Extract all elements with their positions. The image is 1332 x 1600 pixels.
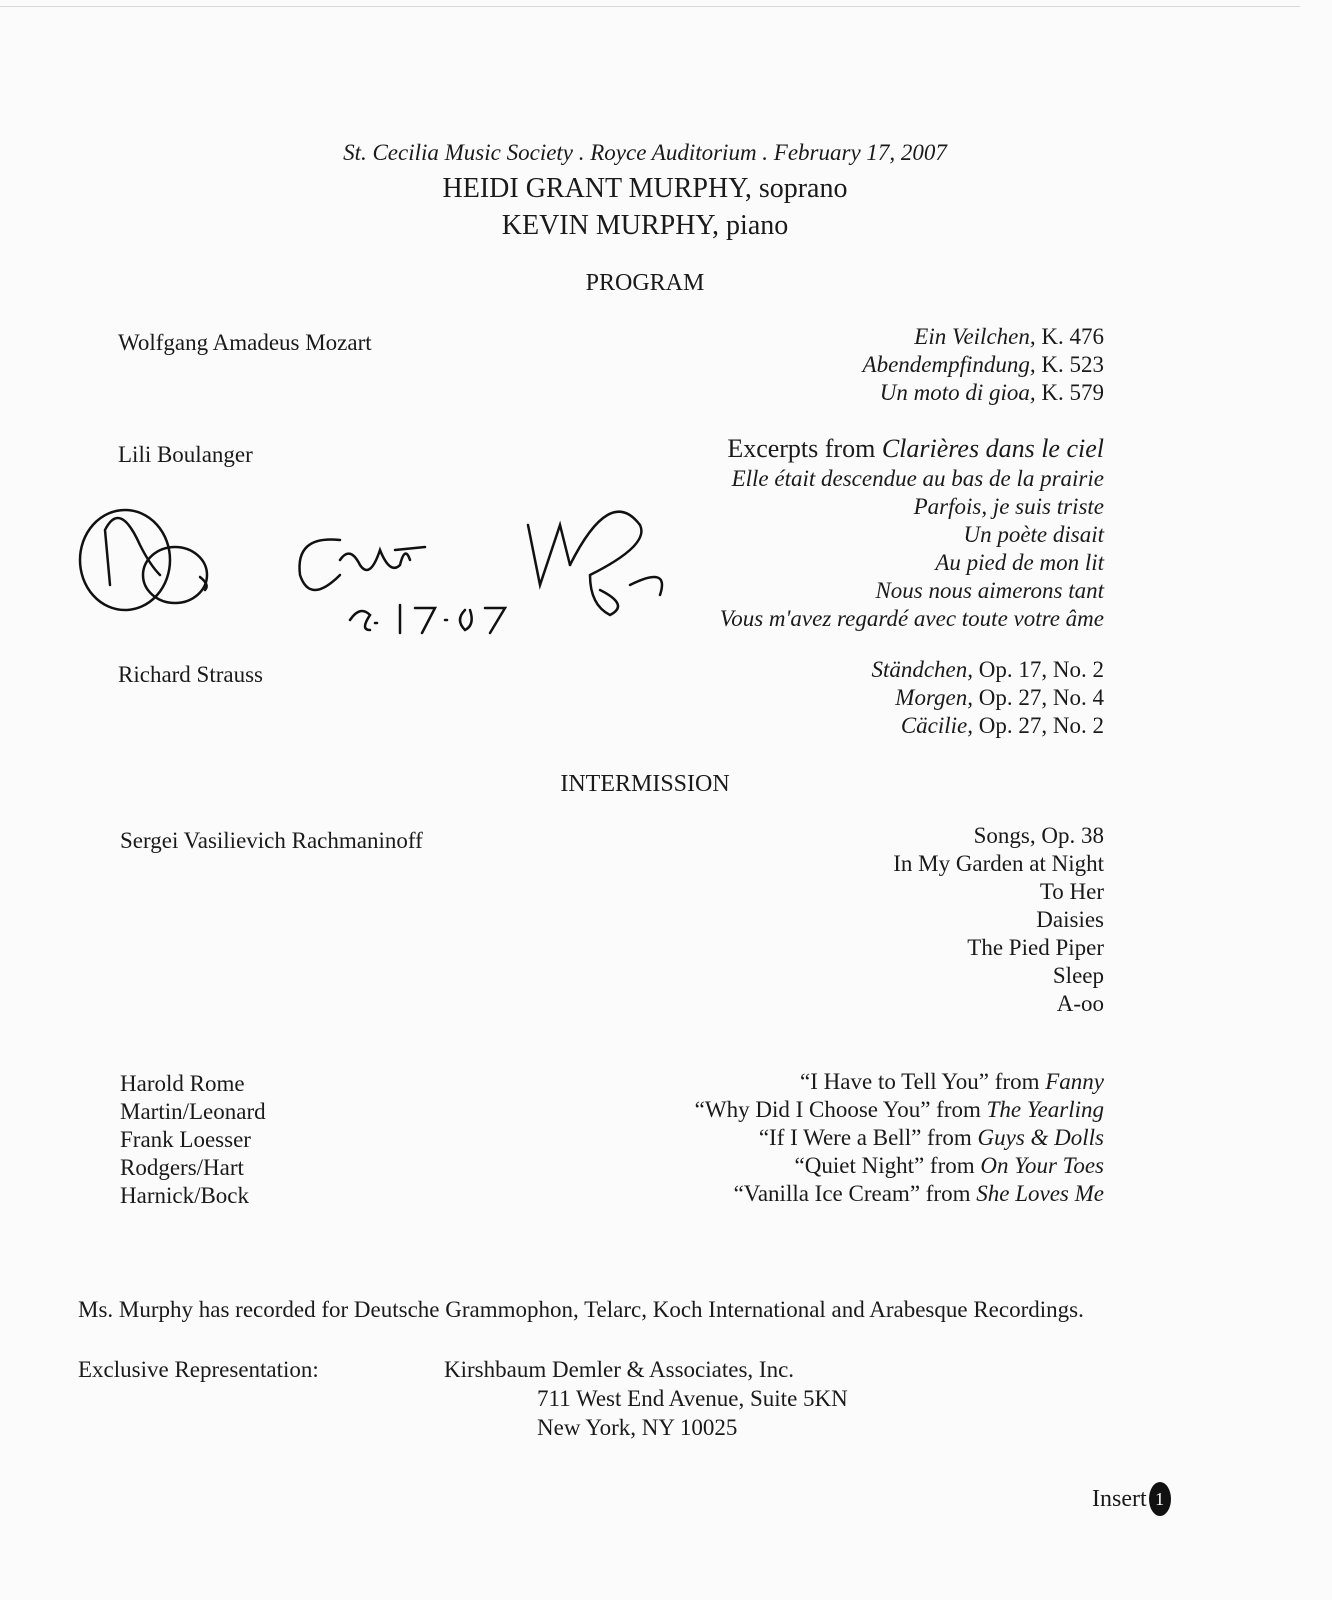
boulanger-works (720, 433, 1104, 633)
composer-item: Harnick/Bock (120, 1183, 250, 1208)
cycle-title: Clarières dans le ciel (881, 434, 1104, 463)
work-catalog: K. 476 (1035, 324, 1104, 349)
show-title: Guys & Dolls (977, 1125, 1104, 1150)
address-line-2: New York, NY 10025 (537, 1415, 738, 1440)
strauss-works (871, 656, 1104, 740)
insert-label: Insert (1092, 1485, 1147, 1512)
song-item: In My Garden at Night (893, 851, 1104, 876)
song-item: Parfois, je suis triste (913, 494, 1104, 519)
show-title: She Loves Me (976, 1181, 1104, 1206)
work-catalog: K. 523 (1035, 352, 1104, 377)
composer-item: Frank Loesser (120, 1127, 251, 1152)
song-item: Daisies (1036, 907, 1104, 932)
work-title: Un moto di gioa, (879, 380, 1036, 405)
rachmaninoff-works (893, 822, 1104, 1018)
work-item (871, 684, 1104, 712)
show-title: On Your Toes (980, 1153, 1104, 1178)
performer-piano: KEVIN MURPHY, piano (501, 210, 789, 241)
song-title: “If I Were a Bell” from (758, 1125, 978, 1150)
broadway-composers (120, 1070, 266, 1210)
work-item (863, 351, 1104, 379)
mozart-works (863, 323, 1104, 407)
work-title: Morgen, (895, 685, 974, 710)
work-item (863, 323, 1104, 351)
song-item (695, 1180, 1104, 1208)
broadway-songs (695, 1068, 1104, 1208)
page-edge (0, 6, 1300, 7)
handwritten-signature (70, 505, 750, 645)
representation-label: Exclusive Representation: (78, 1357, 319, 1382)
song-item: Sleep (1052, 963, 1104, 988)
song-item: A-oo (1056, 991, 1104, 1016)
work-catalog: Op. 27, No. 2 (973, 713, 1104, 738)
composer-strauss: Richard Strauss (118, 662, 264, 687)
song-item (695, 1124, 1104, 1152)
program-heading: PROGRAM (585, 270, 705, 296)
work-item (871, 712, 1104, 740)
insert-number-badge: 1 (1149, 1482, 1171, 1516)
recording-note: Ms. Murphy has recorded for Deutsche Grammophon, Telarc, Koch International and Arabesque Recordings. (78, 1297, 1084, 1322)
agency-name: Kirshbaum Demler & Associates, Inc. (444, 1357, 795, 1382)
work-catalog: K. 579 (1035, 380, 1104, 405)
composer-boulanger: Lili Boulanger (118, 442, 253, 467)
work-catalog: Op. 17, No. 2 (973, 657, 1104, 682)
song-item: Elle était descendue au bas de la prairie (731, 466, 1104, 491)
work-title: Abendempfindung, (862, 352, 1036, 377)
song-item (695, 1096, 1104, 1124)
composer-mozart: Wolfgang Amadeus Mozart (118, 330, 372, 355)
composer-item: Rodgers/Hart (120, 1155, 244, 1180)
song-title: “Vanilla Ice Cream” from (733, 1181, 977, 1206)
excerpts-prefix: Excerpts from (727, 434, 882, 463)
show-title: Fanny (1045, 1069, 1104, 1094)
excerpts-heading (720, 433, 1104, 465)
work-item (871, 656, 1104, 684)
composer-item: Harold Rome (120, 1071, 245, 1096)
work-title: Ein Veilchen, (914, 324, 1036, 349)
song-title: “I Have to Tell You” from (800, 1069, 1046, 1094)
song-item (695, 1152, 1104, 1180)
venue-line: St. Cecilia Music Society . Royce Auditorium . February 17, 2007 (343, 140, 947, 165)
work-title: Cäcilie, (900, 713, 974, 738)
composer-rachmaninoff: Sergei Vasilievich Rachmaninoff (120, 828, 423, 853)
address-line-1: 711 West End Avenue, Suite 5KN (537, 1386, 848, 1411)
show-title: The Yearling (986, 1097, 1104, 1122)
work-item (863, 379, 1104, 407)
work-title: Ständchen, (871, 657, 974, 682)
song-item (695, 1068, 1104, 1096)
agency-address (444, 1355, 848, 1442)
intermission-heading: INTERMISSION (560, 771, 730, 797)
song-item: Un poète disait (963, 522, 1104, 547)
song-title: “Quiet Night” from (794, 1153, 981, 1178)
song-item: To Her (1039, 879, 1104, 904)
song-title: “Why Did I Choose You” from (694, 1097, 987, 1122)
composer-item: Martin/Leonard (120, 1099, 266, 1124)
songs-heading: Songs, Op. 38 (973, 823, 1104, 848)
insert-marker (1092, 1482, 1171, 1516)
song-item: The Pied Piper (967, 935, 1104, 960)
work-catalog: Op. 27, No. 4 (973, 685, 1104, 710)
song-item: Vous m'avez regardé avec toute votre âme (719, 606, 1104, 631)
song-item: Au pied de mon lit (935, 550, 1104, 575)
performer-soprano: HEIDI GRANT MURPHY, soprano (442, 173, 848, 204)
song-item: Nous nous aimerons tant (875, 578, 1104, 603)
